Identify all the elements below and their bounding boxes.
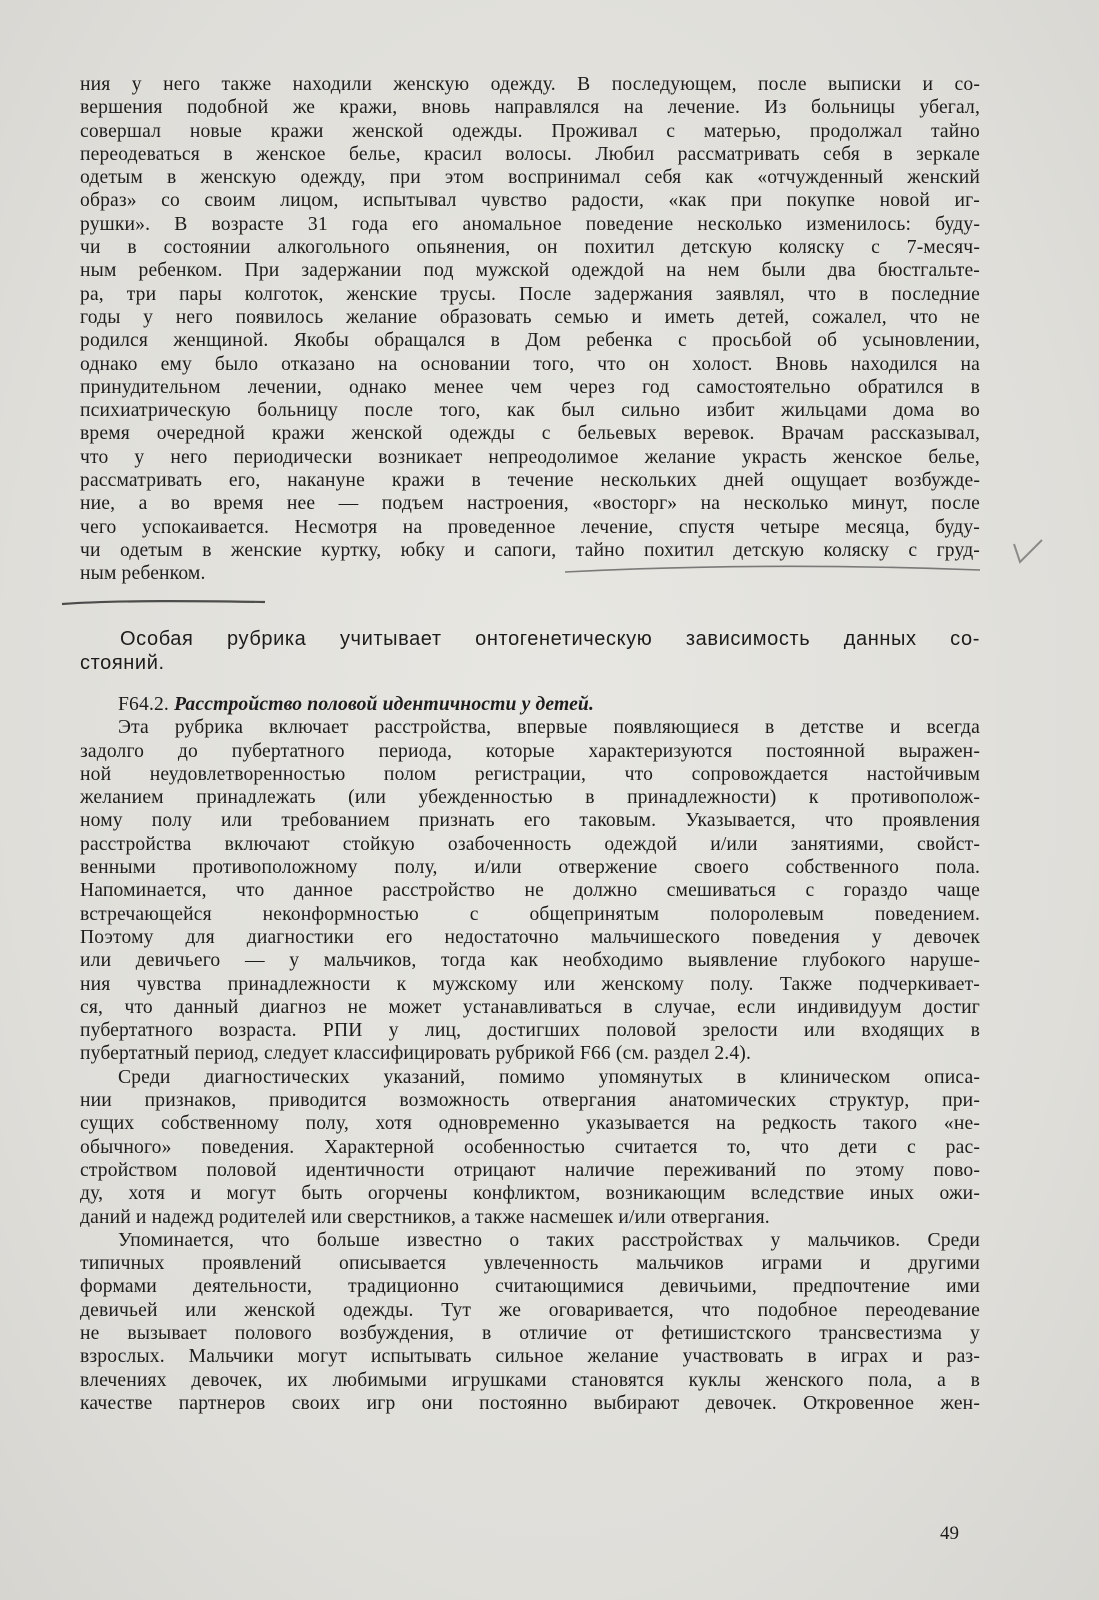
text-line: сущих собственному полу, хотя одновременно указывается на редкость такого «не- — [80, 1113, 980, 1135]
text-line: качестве партнеров своих игр они постоянно выбирают девочек. Откровенное жен- — [80, 1392, 980, 1414]
text-line: чего успокаивается. Несмотря на проведенное лечение, спустя четыре месяца, буду- — [80, 516, 980, 538]
text-line: переодеваться в женское белье, красил волосы. Любил рассматривать себя в зеркале — [80, 143, 980, 165]
text-line: Особая рубрика учитывает онтогенетическую зависимость данных со- — [120, 628, 980, 650]
text-line: чи в состоянии алкогольного опьянения, он похитил детскую коляску с 7-месяч- — [80, 237, 980, 259]
text-line: взрослых. Мальчики могут испытывать сильное желание участвовать в играх и раз- — [80, 1346, 980, 1368]
text-line: принудительном лечении, однако менее чем через год самостоятельно обратился в — [80, 376, 980, 398]
text-line: нии признаков, приводится возможность отвергания анатомических структур, при- — [80, 1090, 980, 1112]
text-line: однако ему было отказано на основании того, что он холост. Вновь находился на — [80, 353, 980, 375]
text-line: не вызывает полового возбуждения, в отличие от фетишистского трансвестизма у — [80, 1323, 980, 1345]
text-line: Среди диагностических указаний, помимо упомянутых в клиническом описа- — [118, 1066, 980, 1088]
text-line: ся, что данный диагноз не может устанавливаться в случае, если индивидуум достиг — [80, 996, 980, 1018]
text-line: или девичьего — у мальчиков, тогда как необходимо выявление глубокого наруше- — [80, 950, 980, 972]
text-line: влечениях девочек, их любимыми игрушками становятся куклы женского пола, а в — [80, 1369, 980, 1391]
text-line: вершения подобной же кражи, вновь направлялся на лечение. Из больницы убегал, — [80, 97, 980, 119]
text-line: желанием принадлежать (или убежденностью в принадлежности) к противополож- — [80, 787, 980, 809]
section-body — [80, 716, 980, 1415]
text-line: пубертатного возраста. РПИ у лиц, достигших половой зрелости или входящих в — [80, 1020, 980, 1042]
section-heading — [80, 693, 980, 716]
text-line: Эта рубрика включает расстройства, впервые появляющиеся в детстве и всегда — [118, 717, 980, 739]
page-number: 49 — [940, 1523, 959, 1544]
text-line: встречающейся неконформностью с общепринятым полоролевым поведением. — [80, 903, 980, 925]
text-line: Поэтому для диагностики его недостаточно мальчишеского поведения у девочек — [80, 926, 980, 948]
text-line: Упоминается, что больше известно о таких расстройствах у мальчиков. Среди — [118, 1229, 980, 1251]
text-line: ду, хотя и могут быть огорчены конфликтом, возникающим вследствие иных ожи- — [80, 1183, 980, 1205]
text-line: образ» со своим лицом, испытывал чувство радости, «как при покупке новой иг- — [80, 190, 980, 212]
text-line: ния у него также находили женскую одежду. В последующем, после выписки и со- — [80, 74, 980, 95]
text-line: задолго до пубертатного периода, которые характеризуются постоянной выражен- — [80, 740, 980, 762]
section-title: Расстройство половой идентичности у детей. — [174, 694, 595, 715]
text-line: пубертатный период, следует классифицировать рубрикой F66 (см. раздел 2.4). — [80, 1043, 752, 1065]
text-line: ра, три пары колготок, женские трусы. После задержания заявлял, что в последние — [80, 283, 980, 305]
pencil-divider-mark — [60, 596, 270, 610]
text-line: чи одетым в женские куртку, юбку и сапоги, тайно похитил детскую коляску с груд- — [80, 539, 980, 561]
text-line: годы у него появилось желание образовать семью и иметь детей, сожалел, что не — [80, 306, 980, 328]
paragraph-special-rubric — [80, 627, 980, 675]
text-line: девичьей или женской одежды. Тут же оговаривается, что подобное переодевание — [80, 1299, 980, 1321]
text-line: формами деятельности, традиционно считающимися девичьими, предпочтение ими — [80, 1276, 980, 1298]
pencil-checkmark — [1008, 532, 1048, 572]
text-line: ние, а во время нее — подъем настроения, «восторг» на несколько минут, после — [80, 493, 980, 515]
text-line: стояний. — [80, 652, 165, 674]
text-line: венными противоположному полу, и/или отвержение своего собственного пола. — [80, 857, 980, 879]
section-f64-2 — [80, 693, 980, 1415]
text-line: типичных проявлений описывается увлеченность мальчиков играми и другими — [80, 1253, 980, 1275]
text-line: даний и надежд родителей или сверстников, а также насмешек и/или отвергания. — [80, 1206, 770, 1228]
text-line: обычного» поведения. Характерной особенностью считается то, что дети с рас- — [80, 1136, 980, 1158]
paragraph-case-description — [80, 73, 980, 586]
text-line: рушки». В возрасте 31 года его аномальное поведение несколько изменилось: буду- — [80, 213, 980, 235]
text-line: ным ребенком. При задержании под мужской одеждой на нем были два бюстгальте- — [80, 260, 980, 282]
text-line: рассматривать его, накануне кражи в течение нескольких дней ощущает возбужде- — [80, 470, 980, 492]
text-line: стройством половой идентичности отрицают наличие переживаний по этому пово- — [80, 1159, 980, 1181]
text-line: ния чувства принадлежности к мужскому или женскому полу. Также подчеркивает- — [80, 973, 980, 995]
text-line: ной неудовлетворенностью полом регистрации, что сопровождается настойчивым — [80, 763, 980, 785]
text-line: родился женщиной. Якобы обращался в Дом ребенка с просьбой об усыновлении, — [80, 330, 980, 352]
text-line: ным ребенком. — [80, 563, 206, 585]
text-line: совершал новые кражи женской одежды. Проживал с матерью, продолжал тайно — [80, 120, 980, 142]
text-line: Напоминается, что данное расстройство не должно смешиваться с гораздо чаще — [80, 880, 980, 902]
text-line: расстройства включают стойкую озабоченность одеждой и/или занятиями, свойст- — [80, 833, 980, 855]
text-line: одетым в женскую одежду, при этом воспринимал себя как «отчужденный женский — [80, 167, 980, 189]
text-line: ному полу или требованием признать его таковым. Указывается, что проявления — [80, 810, 980, 832]
text-line: что у него периодически возникает непреодолимое желание украсть женское белье, — [80, 446, 980, 468]
text-line: время очередной кражи женской одежды с бельевых веревок. Врачам рассказывал, — [80, 423, 980, 445]
section-code: F64.2. — [118, 694, 169, 715]
text-line: психиатрическую больницу после того, как был сильно избит жильцами дома во — [80, 400, 980, 422]
